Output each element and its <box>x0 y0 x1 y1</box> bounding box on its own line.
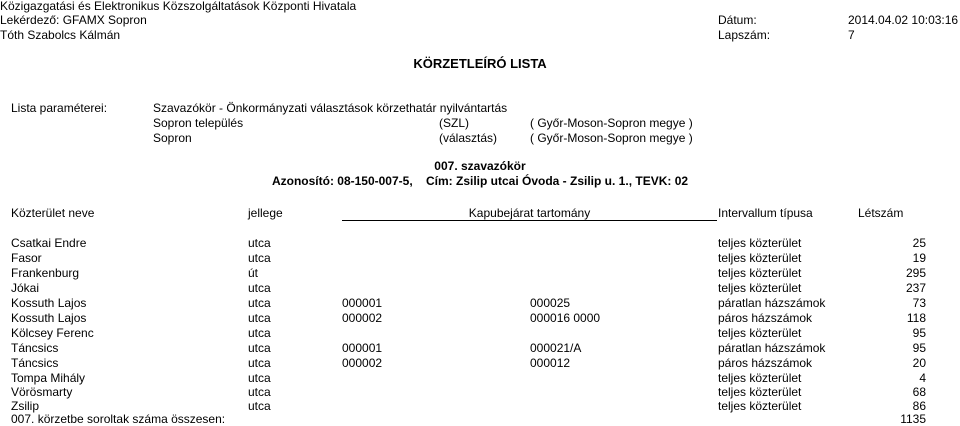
resident-count: 118 <box>906 311 926 325</box>
street-type: út <box>248 266 259 280</box>
resident-count: 95 <box>912 341 926 355</box>
street-name: Tompa Mihály <box>11 371 86 385</box>
table-row <box>0 371 960 386</box>
params-line1: Szavazókör - Önkormányzati választások körzethatár nyilvántartás <box>153 101 508 115</box>
table-row <box>0 341 960 356</box>
total-value: 1135 <box>900 412 926 426</box>
table-row <box>0 385 960 400</box>
params-label: Lista paraméterei: <box>11 101 108 115</box>
street-name: Táncsics <box>11 341 59 355</box>
range-from: 000002 <box>342 356 383 370</box>
street-name: Kossuth Lajos <box>11 296 87 310</box>
district-info: Azonosító: 08-150-007-5, Cím: Zsilip utcai Óvoda - Zsilip u. 1., TEVK: 02 <box>271 174 689 188</box>
range-from: 000002 <box>342 311 383 325</box>
range-from: 000001 <box>342 341 383 355</box>
street-type: utca <box>248 399 271 413</box>
table-row <box>0 236 960 251</box>
interval-type: teljes közterület <box>718 326 802 340</box>
org-name: Közigazgatási és Elektronikus Közszolgáltatások Központi Hivatala <box>0 0 357 13</box>
street-name: Vörösmarty <box>11 385 73 399</box>
col-street-header: Közterület neve <box>11 206 95 220</box>
param-row2-county: ( Győr-Moson-Sopron megye ) <box>530 131 693 145</box>
interval-type: páros házszámok <box>718 356 813 370</box>
interval-type: teljes közterület <box>718 266 802 280</box>
param-row2-name: Sopron <box>153 131 192 145</box>
street-name: Táncsics <box>11 356 59 370</box>
interval-type: teljes közterület <box>718 251 802 265</box>
resident-count: 68 <box>912 385 926 399</box>
table-row <box>0 251 960 266</box>
col-type-header: jellege <box>248 206 283 220</box>
range-to: 000012 <box>530 356 571 370</box>
col-interval-header: Intervallum típusa <box>718 206 813 220</box>
interval-type: teljes közterület <box>718 385 802 399</box>
resident-count: 19 <box>912 251 926 265</box>
street-type: utca <box>248 371 271 385</box>
street-type: utca <box>248 326 271 340</box>
param-row1-name: Sopron település <box>153 116 244 130</box>
param-row2-code: (választás) <box>439 131 498 145</box>
page-label: Lapszám: <box>718 28 771 42</box>
resident-count: 4 <box>919 371 926 385</box>
table-row <box>0 356 960 371</box>
range-to: 000025 <box>530 296 571 310</box>
resident-count: 20 <box>912 356 926 370</box>
range-to: 000021/A <box>530 341 582 355</box>
interval-type: páratlan házszámok <box>718 341 826 355</box>
interval-type: teljes közterület <box>718 371 802 385</box>
date-label: Dátum: <box>718 13 757 27</box>
table-row <box>0 281 960 296</box>
table-row <box>0 326 960 341</box>
date-value: 2014.04.02 10:03:16 <box>848 13 959 27</box>
street-name: Frankenburg <box>11 266 80 280</box>
street-type: utca <box>248 296 271 310</box>
street-type: utca <box>248 385 271 399</box>
street-type: utca <box>248 356 271 370</box>
street-name: Fasor <box>11 251 42 265</box>
interval-type: páros házszámok <box>718 311 813 325</box>
resident-count: 73 <box>912 296 926 310</box>
resident-count: 237 <box>905 281 926 295</box>
street-name: Csatkai Endre <box>11 236 87 250</box>
district-name: 007. szavazókör <box>434 159 526 173</box>
street-name: Zsilip <box>11 399 40 413</box>
resident-count: 295 <box>905 266 926 280</box>
interval-type: teljes közterület <box>718 399 802 413</box>
interval-type: páratlan házszámok <box>718 296 826 310</box>
resident-count: 25 <box>912 236 926 250</box>
interval-type: teljes közterület <box>718 281 802 295</box>
param-row1-county: ( Győr-Moson-Sopron megye ) <box>530 116 693 130</box>
street-type: utca <box>248 341 271 355</box>
street-type: utca <box>248 311 271 325</box>
resident-count: 95 <box>912 326 926 340</box>
street-name: Kölcsey Ferenc <box>11 326 94 340</box>
param-row1-code: (SZL) <box>439 116 469 130</box>
street-name: Jókai <box>11 281 40 295</box>
street-type: utca <box>248 236 271 250</box>
street-type: utca <box>248 281 271 295</box>
table-row <box>0 266 960 281</box>
range-from: 000001 <box>342 296 383 310</box>
col-count-header: Létszám <box>858 206 904 220</box>
range-to: 000016 0000 <box>530 311 601 325</box>
table-row <box>0 311 960 326</box>
user-name: Tóth Szabolcs Kálmán <box>0 28 121 42</box>
table-row <box>0 296 960 311</box>
interval-type: teljes közterület <box>718 236 802 250</box>
total-label: 007. körzetbe soroltak száma összesen: <box>11 412 226 426</box>
street-type: utca <box>248 251 271 265</box>
col-range-header: Kapubejárat tartomány <box>342 206 717 221</box>
page-value: 7 <box>848 28 855 42</box>
report-title: KÖRZETLEÍRÓ LISTA <box>413 56 547 71</box>
requester: Lekérdező: GFAMX Sopron <box>0 13 147 27</box>
street-name: Kossuth Lajos <box>11 311 87 325</box>
resident-count: 86 <box>912 399 926 413</box>
